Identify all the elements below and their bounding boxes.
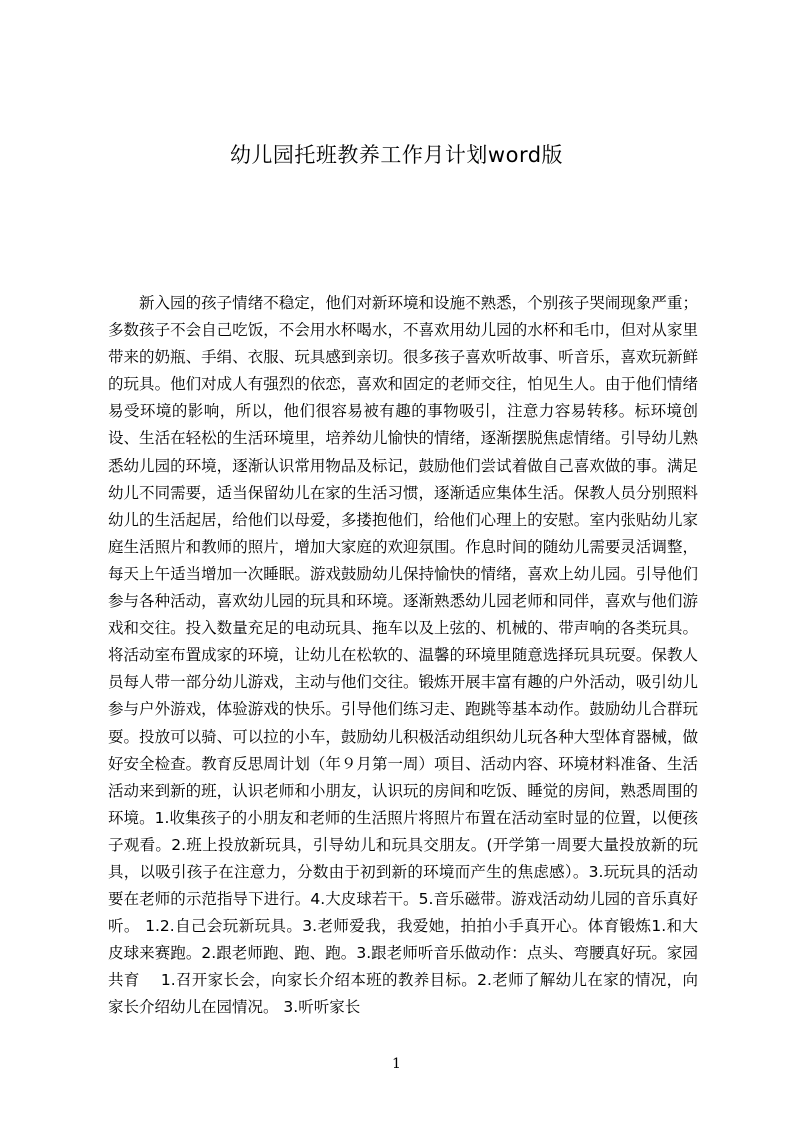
page-number: 1: [392, 1056, 401, 1072]
body-paragraph: 新入园的孩子情绪不稳定，他们对新环境和设施不熟悉，个别孩子哭闹现象严重；多数孩子不会自己吃饭，不会用水杯喝水，不喜欢用幼儿园的水杯和毛巾，但对从家里带来的奶瓶、手绢、衣服、玩具感到亲切。很多孩子喜欢听故事、听音乐，喜欢玩新鲜的玩具。他们对成人有强烈的依恋，喜欢和固定的老师交往，怕见生人。由于他们情绪易受环境的影响，所以，他们很容易被有趣的事物吸引，注意力容易转移。标环境创设、生活在轻松的生活环境里，培养幼儿愉快的情绪，逐渐摆脱焦虑情绪。引导幼儿熟悉幼儿园的环境，逐渐认识常用物品及标记，鼓励他们尝试着做自己喜欢做的事。满足幼儿不同需要，适当保留幼儿在家的生活习惯，逐渐适应集体生活。保教人员分别照料幼儿的生活起居，给他们以母爱，多搂抱他们，给他们心理上的安慰。室内张贴幼儿家庭生活照片和教师的照片，增加大家庭的欢迎氛围。作息时间的随幼儿需要灵活调整，每天上午适当增加一次睡眠。游戏鼓励幼儿保持愉快的情绪，喜欢上幼儿园。引导他们参与各种活动，喜欢幼儿园的玩具和环境。逐渐熟悉幼儿园老师和同伴，喜欢与他们游戏和交往。投入数量充足的电动玩具、拖车以及上弦的、机械的、带声响的各类玩具。将活动室布置成家的环境，让幼儿在松软的、温馨的环境里随意选择玩具玩耍。保教人员每人带一部分幼儿游戏，主动与他们交往。锻炼开展丰富有趣的户外活动，吸引幼儿参与户外游戏，体验游戏的快乐。引导他们练习走、跑跳等基本动作。鼓励幼儿合群玩耍。投放可以骑、可以拉的小车，鼓励幼儿积极活动组织幼儿玩各种大型体育器械，做好安全检查。教育反思周计划（年９月第一周）项目、活动内容、环境材料准备、生活活动来到新的班，认识老师和小朋友，认识玩的房间和吃饭、睡觉的房间，熟悉周围的环境。1.收集孩子的小朋友和老师的生活照片将照片布置在活动室时显的位置，以便孩子观看。2.班上投放新玩具，引导幼儿和玩具交朋友。(开学第一周要大量投放新的玩具，以吸引孩子在注意力，分数由于初到新的环境而产生的焦虑感）。3.玩玩具的活动要在老师的示范指导下进行。4.大皮球若干。5.音乐磁带。游戏活动幼儿园的音乐真好听。 1.2.自己会玩新玩具。3.老师爱我，我爱她，拍拍小手真开心。体育锻炼1.和大皮球来赛跑。2.跟老师跑、跑、跑。3.跟老师听音乐做动作：点头、弯腰真好玩。家园共育 1.召开家长会，向家长介绍本班的教养目标。2.老师了解幼儿在家的情况，向家长介绍幼儿在园情况。 3.听听家长: [108, 294, 698, 1017]
document-title: 幼儿园托班教养工作月计划word版: [229, 143, 564, 167]
